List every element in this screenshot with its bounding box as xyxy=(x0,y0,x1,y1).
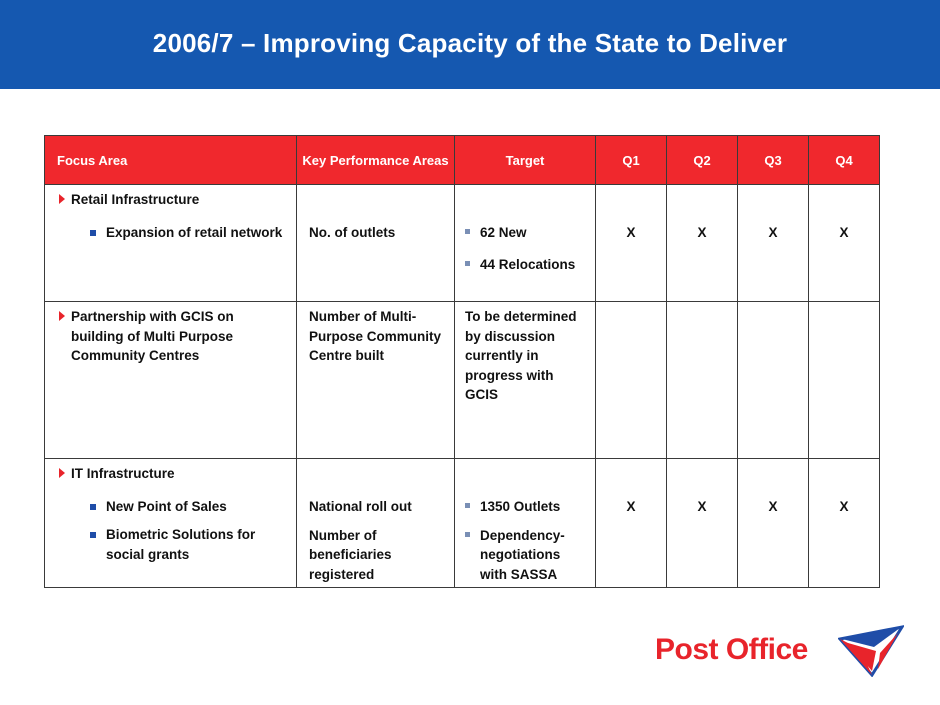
focus-heading xyxy=(45,190,296,210)
focus-sub-item xyxy=(45,525,296,564)
bullet-arrow-icon xyxy=(59,468,65,478)
header-q2: Q2 xyxy=(667,136,738,185)
focus-sub-item xyxy=(45,223,296,243)
bullet-square-icon xyxy=(90,504,96,510)
target-cell xyxy=(455,185,596,302)
focus-heading xyxy=(45,307,296,366)
target-cell xyxy=(455,302,596,459)
table-row xyxy=(45,459,880,588)
target-item xyxy=(455,255,595,275)
page-title: 2006/7 – Improving Capacity of the State to Deliver xyxy=(152,28,788,58)
q1-cell xyxy=(596,459,667,588)
target-text: To be determined by discussion currently in progress with GCIS xyxy=(465,309,577,402)
focus-sub-item xyxy=(45,497,296,517)
q4-mark: X xyxy=(839,225,849,240)
q3-mark: X xyxy=(768,225,778,240)
focus-heading xyxy=(45,464,296,484)
header-q3: Q3 xyxy=(738,136,809,185)
focus-sub-label: New Point of Sales xyxy=(106,498,227,514)
target-cell xyxy=(455,459,596,588)
table-header-row xyxy=(45,136,880,185)
header-q4: Q4 xyxy=(809,136,880,185)
target-text: 44 Relocations xyxy=(480,256,576,272)
bullet-square-icon xyxy=(465,229,470,234)
q3-cell xyxy=(738,302,809,459)
table-row xyxy=(45,302,880,459)
title-bar xyxy=(0,0,940,89)
q1-mark: X xyxy=(626,499,636,514)
post-office-logo xyxy=(655,625,905,680)
kpi-table xyxy=(44,135,880,588)
bullet-square-icon xyxy=(465,532,470,537)
kpa-cell xyxy=(297,302,455,459)
q1-cell xyxy=(596,302,667,459)
q1-cell xyxy=(596,185,667,302)
target-item xyxy=(455,497,595,517)
kpa-cell xyxy=(297,185,455,302)
target-text: Dependency- negotiations with SASSA xyxy=(480,527,565,582)
envelope-arrow-icon xyxy=(838,625,904,677)
q4-cell xyxy=(809,185,880,302)
bullet-arrow-icon xyxy=(59,194,65,204)
table-row xyxy=(45,185,880,302)
bullet-square-icon xyxy=(465,503,470,508)
kpa-text: Number of Multi-Purpose Community Centre built xyxy=(309,309,442,363)
bullet-square-icon xyxy=(90,230,96,236)
q2-cell xyxy=(667,459,738,588)
focus-label: Retail Infrastructure xyxy=(71,192,200,207)
q2-cell xyxy=(667,302,738,459)
focus-sub-label: Expansion of retail network xyxy=(106,224,283,240)
q4-mark: X xyxy=(839,499,849,514)
kpa-text: Number of beneficiaries registered xyxy=(309,527,392,582)
q4-cell xyxy=(809,459,880,588)
target-text: 1350 Outlets xyxy=(480,499,561,514)
focus-label: Partnership with GCIS on building of Multi Purpose Community Centres xyxy=(71,309,234,363)
kpa-text: National roll out xyxy=(309,499,412,514)
q4-cell xyxy=(809,302,880,459)
q2-mark: X xyxy=(697,225,707,240)
focus-sub-label: Biometric Solutions for social grants xyxy=(106,527,256,562)
bullet-arrow-icon xyxy=(59,311,65,321)
kpa-text: No. of outlets xyxy=(309,225,396,240)
q1-mark: X xyxy=(626,225,636,240)
focus-label: IT Infrastructure xyxy=(71,466,175,481)
target-text: 62 New xyxy=(480,225,527,240)
target-item xyxy=(455,223,595,243)
q2-cell xyxy=(667,185,738,302)
header-kpa: Key Performance Areas xyxy=(297,136,455,185)
header-target: Target xyxy=(455,136,596,185)
bullet-square-icon xyxy=(465,261,470,266)
q3-mark: X xyxy=(768,499,778,514)
bullet-square-icon xyxy=(90,532,96,538)
focus-cell xyxy=(45,185,297,302)
q3-cell xyxy=(738,459,809,588)
header-focus-area: Focus Area xyxy=(45,136,297,185)
target-item xyxy=(455,526,595,585)
q2-mark: X xyxy=(697,499,707,514)
focus-cell xyxy=(45,302,297,459)
header-q1: Q1 xyxy=(596,136,667,185)
logo-wordmark: Post Office xyxy=(655,633,808,666)
focus-cell xyxy=(45,459,297,588)
kpa-cell xyxy=(297,459,455,588)
q3-cell xyxy=(738,185,809,302)
